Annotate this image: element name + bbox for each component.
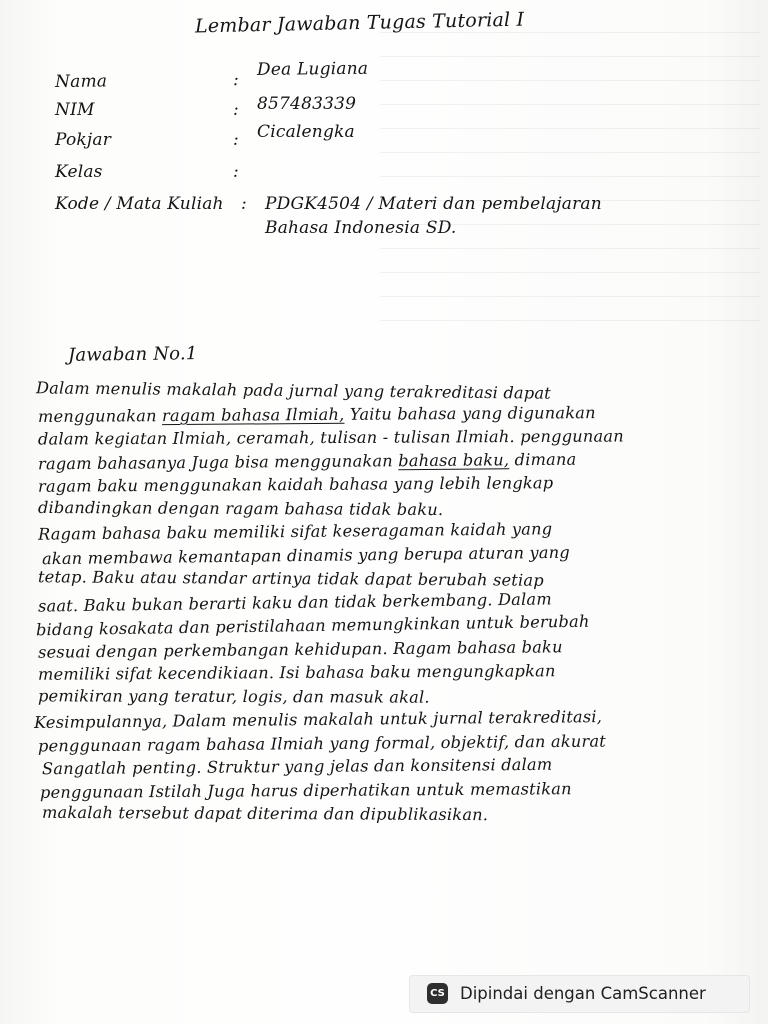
- answer-line-text: saat. Baku bukan berarti kaku dan tidak berkembang. Dalam: [37, 588, 552, 616]
- answer-line: [38, 448, 577, 475]
- answer-line-text: pemikiran yang teratur, logis, dan masuk akal.: [37, 685, 430, 707]
- answer-line-text: memiliki sifat kecendikiaan. Isi bahasa baku mengungkapkan: [37, 661, 556, 684]
- nama-colon: :: [232, 70, 240, 91]
- answer-line: [42, 754, 553, 780]
- underlined-term: bahasa baku,: [398, 449, 510, 470]
- course-value-line-2: Bahasa Indonesia SD.: [265, 218, 457, 238]
- answer-line: [38, 660, 556, 686]
- course-value-line-1: PDGK4504 / Materi dan pembelajaran: [265, 194, 602, 214]
- pokjar-colon: :: [233, 130, 239, 150]
- answer-line: [38, 518, 552, 545]
- answer-line: [38, 685, 430, 708]
- nama-label: Nama: [55, 71, 108, 92]
- answer-line: [38, 496, 443, 520]
- answer-line-text: Kesimpulannya, Dalam menulis makalah untuk jurnal terakreditasi,: [33, 707, 603, 732]
- nim-value: 857483339: [257, 94, 357, 114]
- watermark-text: Dipindai dengan CamScanner: [460, 984, 706, 1003]
- answer-line: [38, 730, 606, 757]
- answer-line: [38, 472, 553, 498]
- answer-line-text: bidang kosakata dan peristilahaan memungkinkan untuk berubah: [35, 611, 590, 640]
- answer-heading: Jawaban No.1: [67, 343, 198, 366]
- answer-line-text: dibandingkan dengan ragam bahasa tidak baku.: [37, 497, 444, 519]
- answer-line: [38, 402, 596, 428]
- answer-line-text: Sangatlah penting. Struktur yang jelas dan konsitensi dalam: [41, 754, 553, 779]
- answer-line-text: sesuai dengan perkembangan kehidupan. Ragam bahasa baku: [37, 636, 563, 662]
- answer-line-text: menggunakan: [37, 405, 163, 426]
- answer-line-text: tetap. Baku atau standar artinya tidak dapat berubah setiap: [37, 567, 544, 590]
- nim-colon: :: [233, 100, 239, 120]
- answer-line-text: dimana: [509, 449, 577, 469]
- answer-line-text: penggunaan Istilah Juga harus diperhatikan untuk memastikan: [39, 778, 572, 802]
- answer-line-text: dalam kegiatan Ilmiah, ceramah, tulisan - tulisan Ilmiah. penggunaan: [37, 426, 624, 449]
- camscanner-icon: CS: [427, 983, 448, 1004]
- answer-line-text: Dalam menulis makalah pada jurnal yang terakreditasi dapat: [35, 378, 552, 403]
- answer-line: [42, 541, 570, 569]
- answer-line: [34, 706, 602, 734]
- nim-label: NIM: [55, 100, 95, 120]
- course-value: [265, 192, 685, 240]
- answer-line: [36, 377, 551, 404]
- answer-line-text: akan membawa kemantapan dinamis yang berupa aturan yang: [41, 542, 570, 568]
- answer-line: [40, 778, 572, 804]
- answer-line-text: makalah tersebut dapat diterima dan dipublikasikan.: [41, 802, 489, 825]
- answer-line: [38, 425, 624, 450]
- course-colon: :: [241, 194, 247, 214]
- nama-value: Dea Lugiana: [256, 58, 369, 80]
- course-label: Kode / Mata Kuliah: [55, 194, 224, 214]
- answer-line-text: Ragam bahasa baku memiliki sifat keseragaman kaidah yang: [37, 519, 553, 544]
- pokjar-label: Pokjar: [55, 130, 112, 150]
- underlined-term: ragam bahasa Ilmiah,: [161, 404, 345, 425]
- answer-line-text: ragam bahasanya Juga bisa menggunakan: [37, 450, 399, 473]
- answer-line-text: penggunaan ragam bahasa Ilmiah yang formal, objektif, dan akurat: [37, 731, 607, 755]
- camscanner-watermark: [409, 975, 750, 1013]
- answer-line-text: ragam baku menggunakan kaidah bahasa yang lebih lengkap: [37, 473, 554, 496]
- pokjar-value: Cicalengka: [257, 122, 355, 142]
- answer-line: [42, 802, 488, 826]
- kelas-colon: :: [233, 162, 239, 182]
- answer-line: [38, 566, 544, 592]
- page-title: Lembar Jawaban Tugas Tutorial I: [194, 8, 525, 38]
- bleed-through-texture: [380, 10, 760, 340]
- kelas-label: Kelas: [55, 162, 103, 182]
- answer-line-text: Yaitu bahasa yang digunakan: [344, 402, 596, 424]
